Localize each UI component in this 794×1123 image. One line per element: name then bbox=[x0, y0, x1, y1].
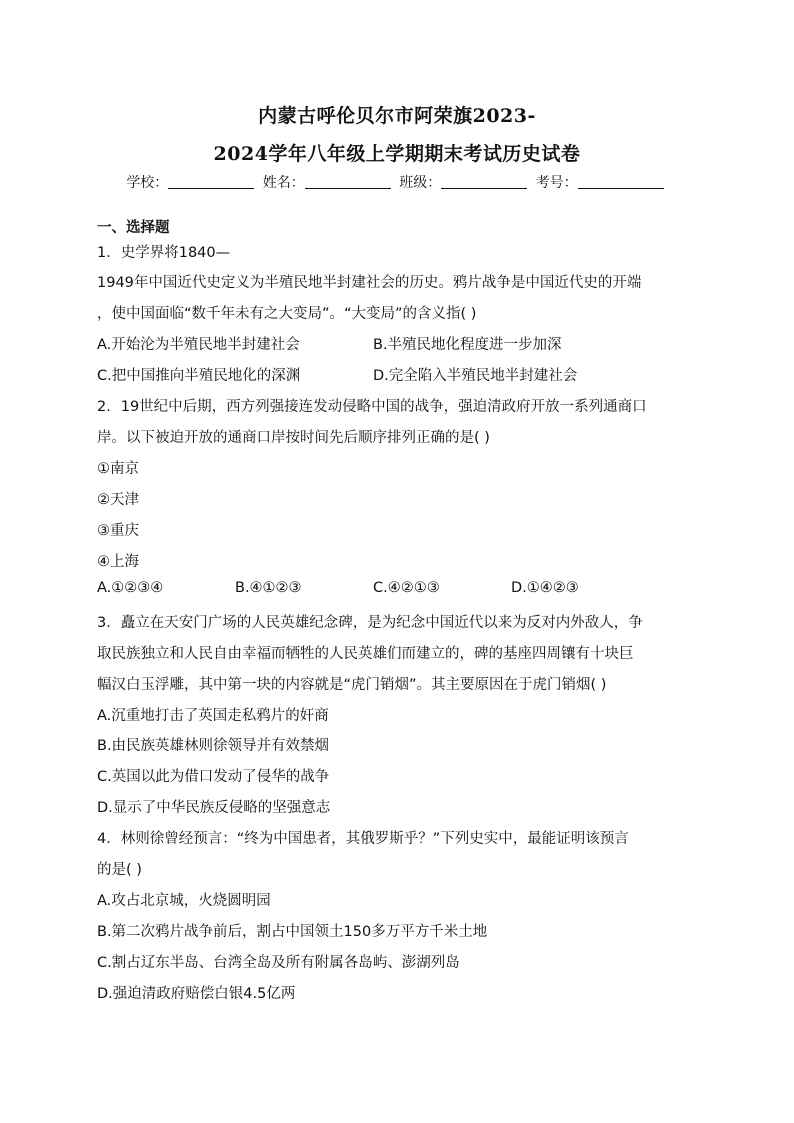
exam-number-label: 考号： bbox=[535, 175, 578, 191]
q2-option-d[interactable]: D.①④②③ bbox=[511, 580, 579, 596]
q4-stem-line1: 4．林则徐曾经预言：“终为中国患者，其俄罗斯乎？”下列史实中，最能证明该预言 bbox=[97, 831, 629, 847]
q1-option-c[interactable]: C.把中国推向半殖民地化的深渊 bbox=[97, 368, 301, 384]
q2-item-3: ③重庆 bbox=[97, 523, 139, 539]
q2-option-a[interactable]: A.①②③④ bbox=[97, 580, 164, 596]
q3-option-a[interactable]: A.沉重地打击了英国走私鸦片的奸商 bbox=[97, 708, 329, 724]
q2-item-1: ①南京 bbox=[97, 461, 139, 477]
q4-option-b[interactable]: B.第二次鸦片战争前后，割占中国领土150多万平方千米土地 bbox=[97, 924, 488, 940]
school-label: 学校： bbox=[126, 175, 169, 191]
q1-options-row1 bbox=[97, 333, 562, 354]
q1-stem-line1: 1．史学界将1840— bbox=[97, 245, 231, 261]
q4-option-d[interactable]: D.强迫清政府赔偿白银4.5亿两 bbox=[97, 986, 296, 1002]
exam-title-line2: 2024学年八年级上学期期末考试历史试卷 bbox=[213, 143, 581, 165]
q3-stem-line1: 3．矗立在天安门广场的人民英雄纪念碑，是为纪念中国近代以来为反对内外敌人，争 bbox=[97, 615, 643, 631]
q2-item-4: ④上海 bbox=[97, 554, 139, 570]
q4-option-c[interactable]: C.割占辽东半岛、台湾全岛及所有附属各岛屿、澎湖列岛 bbox=[97, 955, 460, 971]
q2-item-2: ②天津 bbox=[97, 492, 139, 508]
q3-option-d[interactable]: D.显示了中华民族反侵略的坚强意志 bbox=[97, 800, 331, 816]
q3-option-c[interactable]: C.英国以此为借口发动了侵华的战争 bbox=[97, 769, 330, 785]
q2-stem-line1: 2．19世纪中后期，西方列强接连发动侵略中国的战争，强迫清政府开放一系列通商口 bbox=[97, 399, 647, 415]
q3-stem-line2: 取民族独立和人民自由幸福而牺牲的人民英雄们而建立的，碑的基座四周镶有十块巨 bbox=[97, 646, 634, 662]
q3-stem-line3: 幅汉白玉浮雕，其中第一块的内容就是“虎门销烟”。其主要原因在于虎门销烟( ) bbox=[97, 677, 607, 693]
q1-options-row2 bbox=[97, 364, 577, 385]
section-heading: 一、选择题 bbox=[97, 220, 170, 236]
exam-title-line1: 内蒙古呼伦贝尔市阿荣旗2023- bbox=[258, 105, 536, 127]
class-label: 班级： bbox=[399, 175, 442, 191]
student-info-row bbox=[0, 172, 794, 192]
q1-option-b[interactable]: B.半殖民地化程度进一步加深 bbox=[373, 337, 562, 353]
exam-number-blank bbox=[578, 174, 664, 189]
q2-options-row bbox=[97, 580, 579, 596]
q1-stem-line3: ，使中国面临“数千年未有之大变局”。“大变局”的含义指( ) bbox=[97, 306, 477, 322]
q4-option-a[interactable]: A.攻占北京城，火烧圆明园 bbox=[97, 893, 271, 909]
q1-stem-line2: 1949年中国近代史定义为半殖民地半封建社会的历史。鸦片战争是中国近代史的开端 bbox=[97, 275, 642, 291]
q2-option-b[interactable]: B.④①②③ bbox=[235, 580, 302, 596]
school-blank bbox=[168, 174, 254, 189]
name-label: 姓名： bbox=[262, 175, 305, 191]
name-blank bbox=[305, 174, 391, 189]
q1-option-d[interactable]: D.完全陷入半殖民地半封建社会 bbox=[373, 368, 578, 384]
q4-stem-line2: 的是( ) bbox=[97, 862, 142, 878]
q2-stem-line2: 岸。以下被迫开放的通商口岸按时间先后顺序排列正确的是( ) bbox=[97, 430, 490, 446]
class-blank bbox=[441, 174, 527, 189]
q2-option-c[interactable]: C.④②①③ bbox=[373, 580, 440, 596]
q1-option-a[interactable]: A.开始沦为半殖民地半封建社会 bbox=[97, 337, 300, 353]
q3-option-b[interactable]: B.由民族英雄林则徐领导并有效禁烟 bbox=[97, 738, 330, 754]
